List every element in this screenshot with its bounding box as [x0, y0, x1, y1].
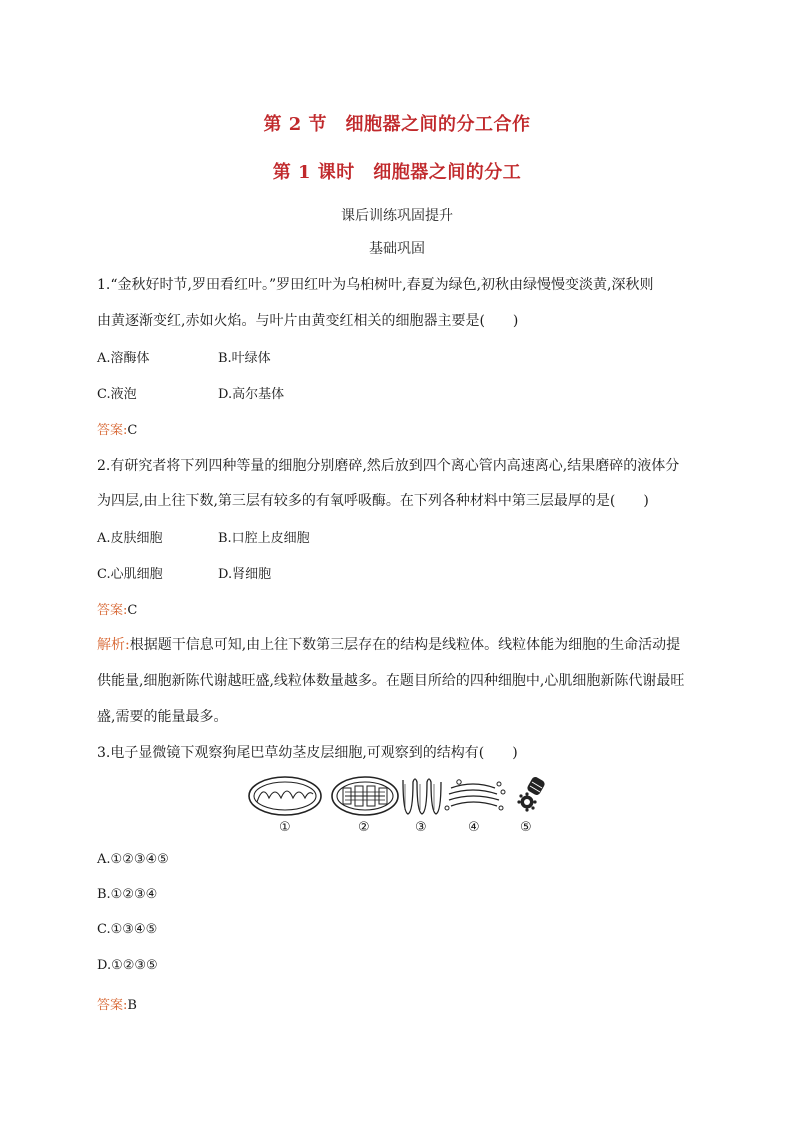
q2-option-b: B.口腔上皮细胞	[218, 531, 310, 546]
q3-option-c: C.①③④⑤	[97, 922, 158, 937]
organelle-figure	[245, 772, 555, 844]
q1-line2: 由黄逐渐变红,赤如火焰。与叶片由黄变红相关的细胞器主要是( )	[97, 313, 519, 329]
q1-option-a: A.溶酶体	[97, 351, 150, 366]
figure-label-2: ②	[358, 820, 370, 835]
q1-option-c: C.液泡	[97, 387, 137, 402]
answer-label: 答案:	[97, 423, 128, 438]
explanation-label: 解析:	[97, 637, 130, 653]
q3-option-d: D.①②③⑤	[97, 958, 158, 973]
q3-option-b: B.①②③④	[97, 887, 158, 902]
q2-option-a: A.皮肤细胞	[97, 531, 163, 546]
q1-line1: 1.“金秋好时节,罗田看红叶。”罗田红叶为乌桕树叶,春夏为绿色,初秋由绿慢慢变淡黄,深秋则	[97, 277, 654, 293]
q2-line1: 2.有研究者将下列四种等量的细胞分别磨碎,然后放到四个离心管内高速离心,结果磨碎的液体分	[97, 458, 680, 474]
figure-label-3: ③	[415, 820, 427, 835]
lesson-title: 第 1 课时 细胞器之间的分工	[272, 162, 522, 183]
q3-answer	[97, 994, 137, 1013]
q1-option-b: B.叶绿体	[218, 351, 271, 366]
answer-value: B	[127, 998, 137, 1013]
q1-option-d: D.高尔基体	[218, 387, 285, 402]
answer-value: C	[127, 603, 138, 618]
golgi-apparatus-drawing	[445, 780, 505, 810]
subtitle: 课后训练巩固提升	[341, 208, 453, 224]
q1-answer	[97, 419, 137, 438]
q2-line2: 为四层,由上往下数,第三层有较多的有氧呼吸酶。在下列各种材料中第三层最厚的是( )	[97, 493, 649, 509]
q3-line1: 3.电子显微镜下观察狗尾巴草幼茎皮层细胞,可观察到的结构有( )	[97, 745, 518, 761]
answer-label: 答案:	[97, 998, 128, 1013]
answer-value: C	[127, 423, 138, 438]
endoplasmic-reticulum-drawing	[403, 779, 441, 814]
explanation-text: 根据题干信息可知,由上往下数第三层存在的结构是线粒体。线粒体能为细胞的生命活动提	[129, 637, 681, 653]
mitochondrion-drawing	[249, 777, 321, 815]
part-heading: 基础巩固	[369, 241, 425, 257]
q2-explanation-line2: 供能量,细胞新陈代谢越旺盛,线粒体数量越多。在题目所给的四种细胞中,心肌细胞新陈代谢最旺	[97, 673, 685, 689]
q2-explanation-line1	[97, 634, 680, 654]
chloroplast-drawing	[332, 777, 398, 815]
figure-label-5: ⑤	[520, 820, 532, 835]
answer-label: 答案:	[97, 603, 128, 618]
centriole-drawing	[517, 776, 546, 812]
q2-answer	[97, 599, 137, 618]
q3-option-a: A.①②③④⑤	[97, 852, 169, 867]
figure-label-1: ①	[279, 820, 291, 835]
q2-option-c: C.心肌细胞	[97, 567, 163, 582]
section-title: 第 2 节 细胞器之间的分工合作	[263, 114, 531, 135]
figure-label-4: ④	[468, 820, 480, 835]
q2-explanation-line3: 盛,需要的能量最多。	[97, 709, 228, 725]
q2-option-d: D.肾细胞	[218, 567, 272, 582]
